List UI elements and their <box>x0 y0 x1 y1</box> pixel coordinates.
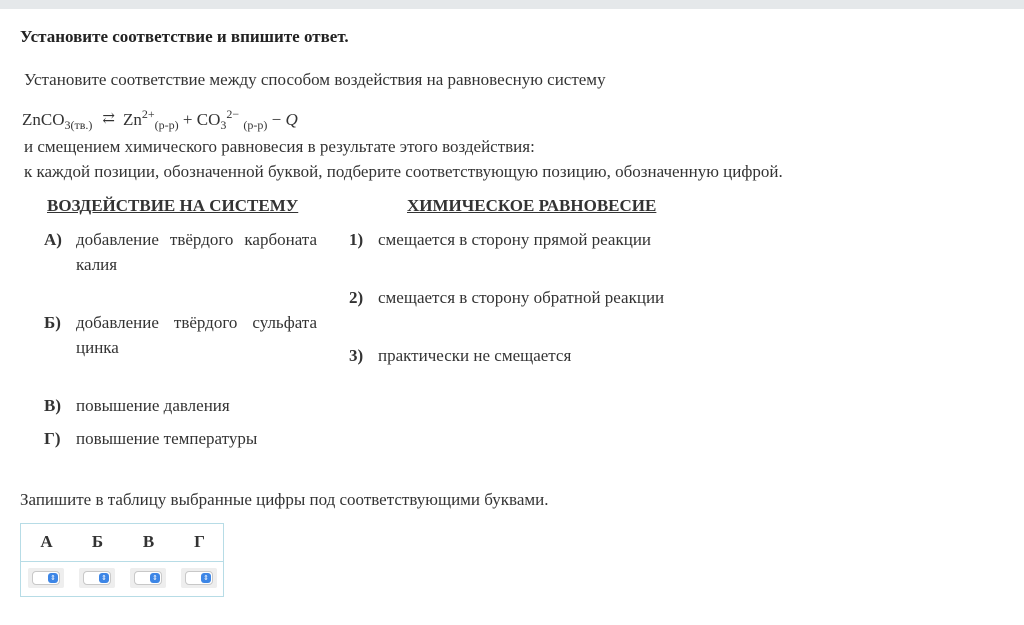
reaction-equation <box>22 107 298 132</box>
item-b-line2: цинка <box>76 338 119 357</box>
up-down-chevron-icon: ⇕ <box>201 573 211 583</box>
top-strip <box>0 0 1024 9</box>
task-intro: Установите соответствие между способом воздействия на равновесную систему <box>24 70 606 89</box>
option-3-text: практически не смещается <box>378 346 572 365</box>
answer-select-g[interactable] <box>181 568 217 588</box>
option-number-2: 2) <box>349 288 364 307</box>
eq-product2-state: (р-р) <box>243 118 268 132</box>
select-field <box>83 571 111 585</box>
eq-product2: CO <box>196 110 221 129</box>
eq-product1-charge: 2+ <box>141 107 155 121</box>
answer-col-g: Г <box>194 532 205 551</box>
task-heading: Установите соответствие и впишите ответ. <box>20 27 349 46</box>
answer-select-b[interactable] <box>79 568 115 588</box>
eq-reactant-index: 3 <box>64 118 71 132</box>
answer-col-a: А <box>40 532 53 551</box>
item-v-text: повышение давления <box>76 396 230 415</box>
eq-product2-charge: 2− <box>226 107 240 121</box>
item-letter-v: В) <box>44 396 61 415</box>
right-column-header: ХИМИЧЕСКОЕ РАВНОВЕСИЕ <box>407 196 657 215</box>
item-b-line1: добавление твёрдого сульфата <box>76 313 317 332</box>
eq-product1-state: (р-р) <box>154 118 179 132</box>
option-1-text: смещается в сторону прямой реакции <box>378 230 652 249</box>
answer-col-b: Б <box>91 532 104 551</box>
answer-select-v[interactable] <box>130 568 166 588</box>
equilibrium-arrow-icon: ⇄ <box>102 111 115 127</box>
select-field <box>32 571 60 585</box>
eq-reactant: ZnCO <box>22 110 65 129</box>
item-a-line2: калия <box>76 255 118 274</box>
task-line3: к каждой позиции, обозначенной буквой, подберите соответствующую позицию, обозначенную цифрой. <box>24 162 783 181</box>
up-down-chevron-icon: ⇕ <box>99 573 109 583</box>
item-g-text: повышение температуры <box>76 429 258 448</box>
answer-col-v: В <box>142 532 155 551</box>
item-b <box>76 310 317 360</box>
option-2-text: смещается в сторону обратной реакции <box>378 288 665 307</box>
eq-product2-index: 3 <box>220 118 227 132</box>
answer-select-a[interactable] <box>28 568 64 588</box>
item-letter-b: Б) <box>44 313 61 332</box>
item-letter-g: Г) <box>44 429 61 448</box>
eq-product1: Zn <box>122 110 142 129</box>
option-number-3: 3) <box>349 346 364 365</box>
item-a-line1: добавление твёрдого карбоната <box>76 230 317 249</box>
left-column-header: ВОЗДЕЙСТВИЕ НА СИСТЕМУ <box>47 196 299 215</box>
eq-heat: Q <box>285 110 298 129</box>
item-letter-a: А) <box>44 230 62 249</box>
up-down-chevron-icon: ⇕ <box>48 573 58 583</box>
option-number-1: 1) <box>349 230 364 249</box>
item-a <box>76 227 317 277</box>
answer-instruction: Запишите в таблицу выбранные цифры под соответствующими буквами. <box>20 490 549 509</box>
eq-reactant-state: (тв.) <box>70 118 93 132</box>
task-line2: и смещением химического равновесия в результате этого воздействия: <box>24 137 535 156</box>
eq-minus: − <box>271 110 282 129</box>
select-field <box>185 571 213 585</box>
answer-table <box>20 523 224 597</box>
answer-table-header <box>21 524 223 562</box>
select-field <box>134 571 162 585</box>
eq-plus: + <box>182 110 193 129</box>
up-down-chevron-icon: ⇕ <box>150 573 160 583</box>
